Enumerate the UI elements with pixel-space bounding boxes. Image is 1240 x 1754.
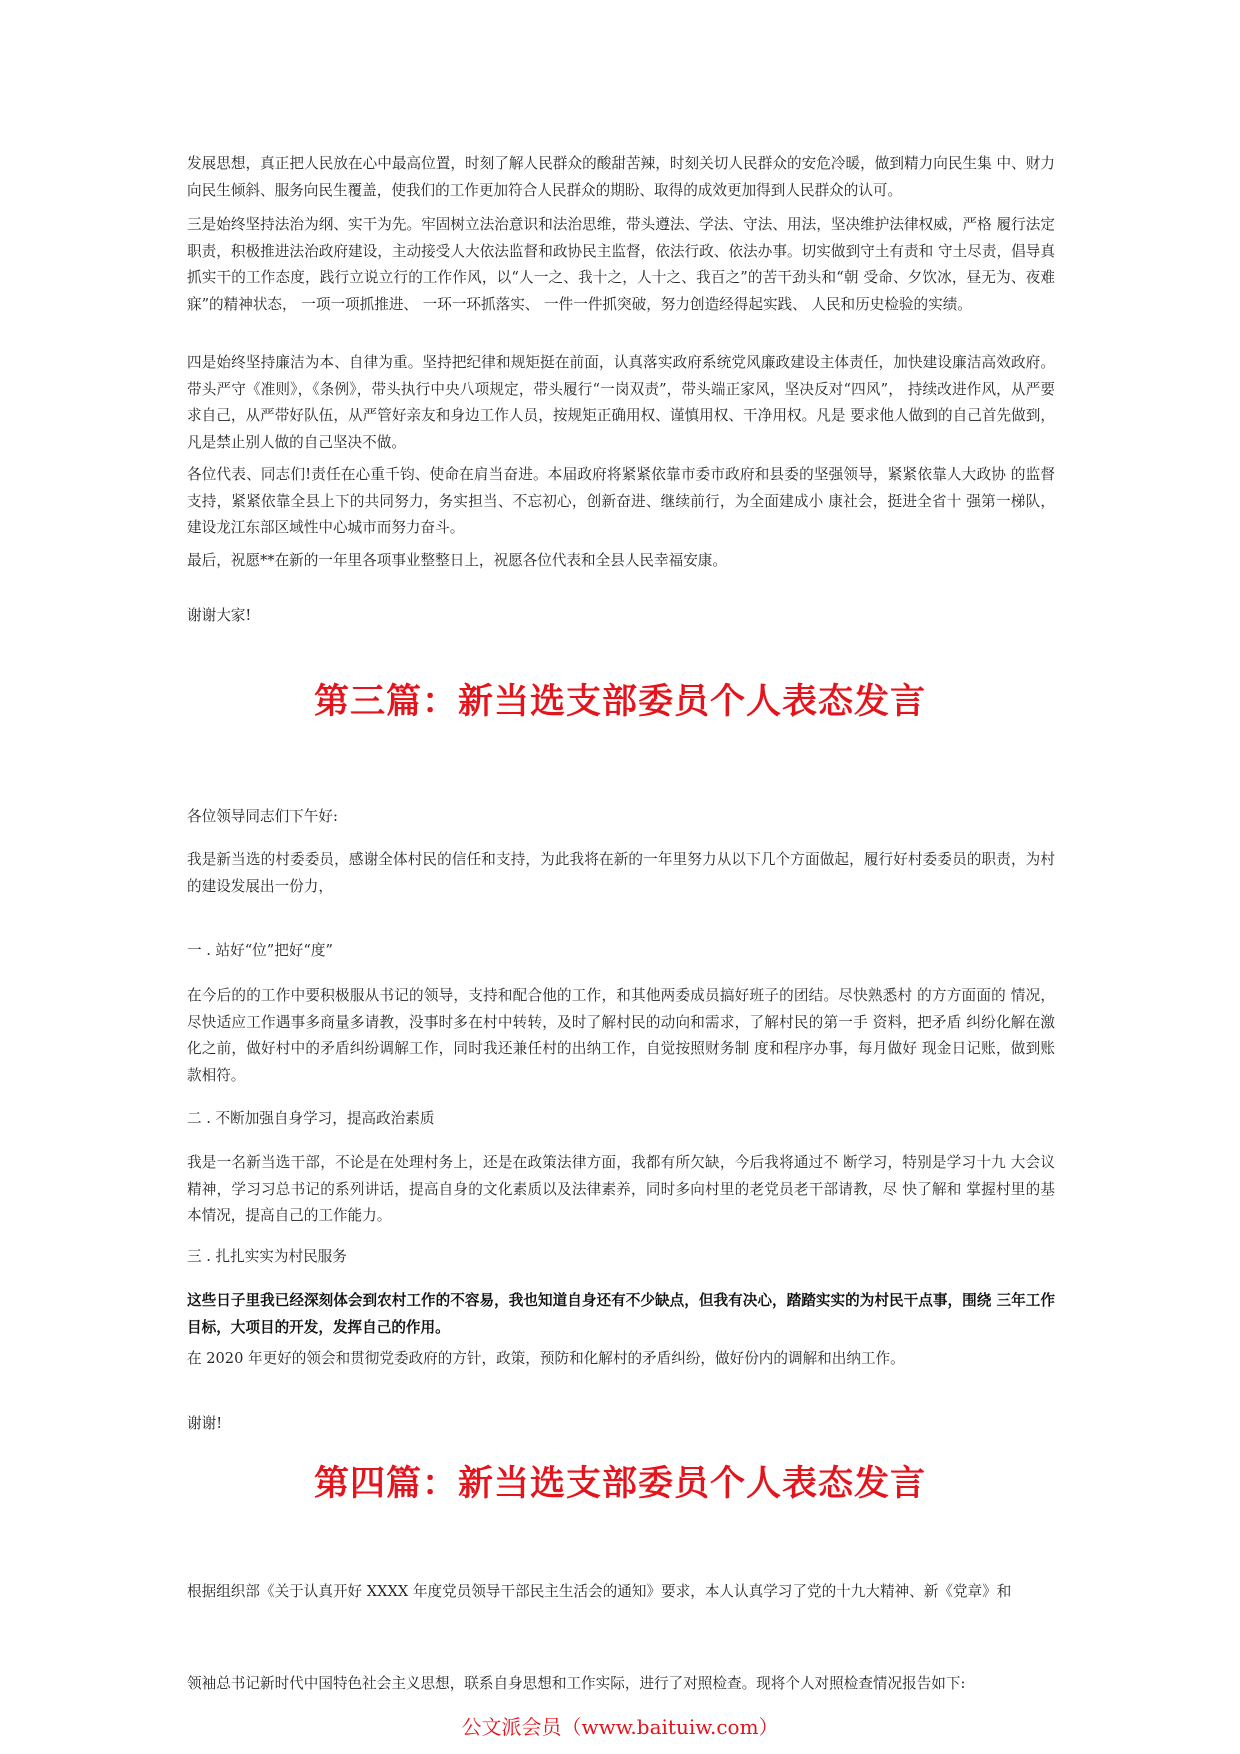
item-three-extra: 在 2020 年更好的领会和贯彻党委政府的方针，政策，预防和化解村的矛盾纠纷，做好份内的调解和出纳工作。 [187, 1350, 905, 1367]
paragraph-thanks-all: 谢谢大家! [187, 607, 252, 624]
item-three-body: 这些日子里我已经深刻体会到农村工作的不容易，我也知道自身还有不少缺点，但我有决心，踏踏实实的为村民干点事，围绕 三年工作目标，大项目的开发，发挥自己的作用。 [187, 1292, 1055, 1336]
item-two-title: 二 . 不断加强自身学习，提高政治素质 [187, 1110, 435, 1127]
paragraph-best-wishes: 最后，祝愿**在新的一年里各项事业整整日上，祝愿各位代表和全县人民幸福安康。 [187, 552, 727, 569]
heading-part-four: 第四篇：新当选支部委员个人表态发言 [313, 1463, 926, 1504]
paragraph-integrity: 四是始终坚持廉洁为本、自律为重。坚持把纪律和规矩挺在前面，认真落实政府系统党风廉政建设主体责任，加快建设廉洁高效政府。带头严守《准则》，《条例》，带头执行中央八项规定，带头履行“一岗双责”，带头端正家风，坚决反对“四风”， 持续改进作风，从严要求自己，从严带好队伍，从严管好亲友和身边工作人员，按规矩正确用权、谨慎用权、干净用权。凡是 要求他人做到的自己首先做到，凡是禁止别人做的自己坚决不做。 [187, 354, 1055, 451]
greeting: 各位领导同志们下午好: [187, 808, 338, 825]
section-four-paragraph-two: 领袖总书记新时代中国特色社会主义思想，联系自身思想和工作实际，进行了对照检查。现将个人对照检查情况报告如下: [187, 1675, 966, 1692]
item-one-title: 一 . 站好“位”把好“度” [187, 942, 333, 959]
paragraph-development-thought: 发展思想，真正把人民放在心中最高位置，时刻了解人民群众的酸甜苦辣，时刻关切人民群众的安危冷暖，做到精力向民生集 中、财力向民生倾斜、服务向民生覆盖，使我们的工作更加符合人民群众的期盼、取得的成效更加得到人民群众的认可。 [187, 155, 1055, 199]
item-two-body: 我是一名新当选干部，不论是在处理村务上，还是在政策法律方面，我都有所欠缺，今后我将通过不 断学习，特别是学习十九 大会议精神，学习习总书记的系列讲话，提高自身的文化素质以及法律素养，同时多向村里的老党员老干部请教，尽 快了解和 掌握村里的基本情况，提高自己的工作能力。 [187, 1154, 1055, 1224]
paragraph-rule-of-law: 三是始终坚持法治为纲、实干为先。牢固树立法治意识和法治思维，带头遵法、学法、守法、用法，坚决维护法律权威，严格 履行法定职责，积极推进法治政府建设，主动接受人大依法监督和政协民主监督，依法行政、依法办事。切实做到守土有责和 守土尽责，倡导真抓实干的工作态度，践行立说立行的工作作风，以“人一之、我十之，人十之、我百之”的苦干劲头和“朝 受命、夕饮冰，昼无为、夜难寐”的精神状态， 一项一项抓推进、 一环一环抓落实、 一件一件抓突破，努力创造经得起实践、 人民和历史检验的实绩。 [187, 216, 1055, 313]
item-three-title: 三 . 扎扎实实为村民服务 [187, 1248, 347, 1265]
paragraph-closing-appeal: 各位代表、同志们!责任在心重千钧、使命在肩当奋进。本届政府将紧紧依靠市委市政府和县委的坚强领导，紧紧依靠人大政协 的监督支持，紧紧依靠全县上下的共同努力，务实担当、不忘初心，创新奋进、继续前行，为全面建成小 康社会，挺进全省十 强第一梯队，建设龙江东部区域性中心城市而努力奋斗。 [187, 466, 1055, 536]
heading-part-three: 第三篇：新当选支部委员个人表态发言 [313, 681, 926, 722]
thanks: 谢谢! [187, 1415, 223, 1432]
item-one-body: 在今后的的工作中要积极服从书记的领导，支持和配合他的工作，和其他两委成员搞好班子的团结。尽快熟悉村 的方方面面的 情况，尽快适应工作遇事多商量多请教，没事时多在村中转转，及时了解村民的动向和需求，了解村民的第一手 资料，把矛盾 纠纷化解在激化之前，做好村中的矛盾纠纷调解工作，同时我还兼任村的出纳工作，自觉按照财务制 度和程序办事，每月做好 现金日记账，做到账款相符。 [187, 987, 1055, 1084]
section-four-paragraph-one: 根据组织部《关于认真开好 XXXX 年度党员领导干部民主生活会的通知》要求，本人认真学习了党的十九大精神、新《党章》和 [187, 1583, 1012, 1600]
footer-watermark-text: 公文派会员（www.baituiw.com） [461, 1715, 779, 1739]
intro-paragraph: 我是新当选的村委委员，感谢全体村民的信任和支持，为此我将在新的一年里努力从以下几个方面做起，履行好村委委员的职责，为村的建设发展出一份力， [187, 851, 1055, 895]
